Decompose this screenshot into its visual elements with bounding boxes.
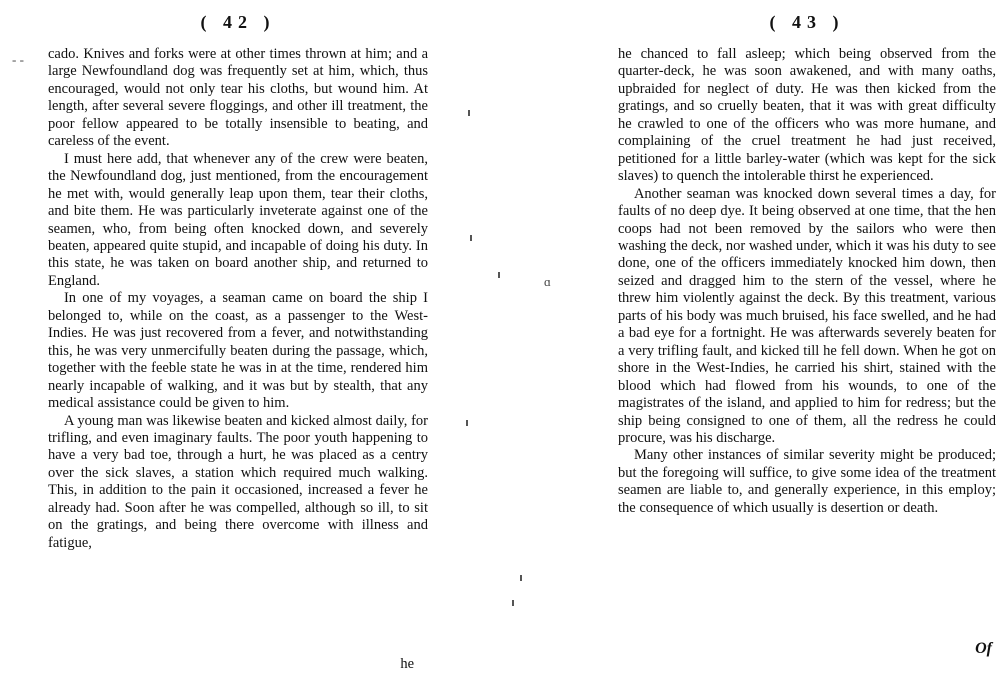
gutter-speck bbox=[512, 600, 514, 606]
paragraph: A young man was likewise beaten and kicked almost daily, for trifling, and even imaginary faults. The poor youth happening to have a very bad toe, through a hurt, he was placed as a centry over the sick slaves, a station which required much walking. This, in addition to the pain it occasioned, increased a fever he already had. Soon after he was compelled, although so ill, to sit on the gratings, and being there overcome with illness and fatigue, bbox=[48, 412, 428, 551]
gutter-speck bbox=[466, 420, 468, 426]
paragraph: he chanced to fall asleep; which being observed from the quarter-deck, he was soon awakened, and with many oaths, upbraided for neglect of duty. He was then kicked from the gratings, and so cruelly beaten, that it was with great difficulty he crawled to one of the officers who was more humane, and complaining of the cruel treatment he had just received, petitioned for a little barley-water (which was kept for the sick slaves) to quench the intolerable thirst he experienced. bbox=[618, 46, 996, 185]
paragraph: Another seaman was knocked down several times a day, for faults of no deep dye. It being observed at one time, that the hen coops had not been removed by the sailors who were then washing the deck, nor washed under, which it was his duty to see done, one of the officers immediately knocked him down, then seized and dragged him to the stern of the vessel, where he threw him violently against the deck. By this treatment, various parts of his body was much bruised, his face swelled, and he had a bad eye for a fortnight. He was afterwards severely beaten for a very trifling fault, and kicked till he fell down. When he got on shore in the West-Indies, he carried his shirt, stained with the blood which had flowed from his wounds, to one of the magistrates of the island, and applied to him for redress; but the ship being consigned to one of them, all the redress he could procure, was his discharge. bbox=[618, 185, 996, 446]
paragraph: I must here add, that whenever any of the crew were beaten, the Newfoundland dog, just mentioned, from the encouragement he met with, would generally leap upon them, tear their cloths, and bite them. He was particularly inveterate against one of the seamen, who, from being often knocked down, and severely beaten, appeared quite stupid, and incapable of doing his duty. In this state, he was taken on board another ship, and returned to England. bbox=[48, 150, 428, 289]
left-page bbox=[48, 0, 428, 676]
gutter-mark: ɑ bbox=[544, 274, 551, 289]
margin-mark: - - bbox=[12, 52, 24, 67]
gutter-speck bbox=[498, 272, 500, 278]
page-number: ( 42 ) bbox=[200, 12, 276, 32]
right-page bbox=[618, 0, 996, 676]
page-body bbox=[48, 46, 428, 552]
page-number: ( 43 ) bbox=[769, 12, 845, 32]
paragraph: Many other instances of similar severity might be produced; but the foregoing will suffice, to give some idea of the treatment seamen are liable to, and generally experience, in this employ; the consequence of which usually is desertion or death. bbox=[618, 447, 996, 516]
gutter-speck bbox=[520, 575, 522, 581]
paragraph: In one of my voyages, a seaman came on board the ship I belonged to, while on the coast, as a passenger to the West-Indies. He was just recovered from a fever, and notwithstanding this, he was very unmercifully beaten during the passage, which, together with the feeble state he was in at the time, rendered him nearly incapable of walking, and it was but by stealth, that any medical assistance could be given to him. bbox=[48, 290, 428, 412]
catchword: Of bbox=[975, 640, 992, 657]
catchword: he bbox=[400, 656, 414, 672]
gutter-speck bbox=[470, 235, 472, 241]
gutter-speck bbox=[468, 110, 470, 116]
page-body bbox=[618, 46, 996, 517]
paragraph: cado. Knives and forks were at other times thrown at him; and a large Newfoundland dog was frequently set at him, which, thus encouraged, would not only tear his cloths, but wound him. At length, after several severe floggings, and other ill treatment, the poor fellow appeared to be totally insensible to beating, and careless of the event. bbox=[48, 46, 428, 150]
